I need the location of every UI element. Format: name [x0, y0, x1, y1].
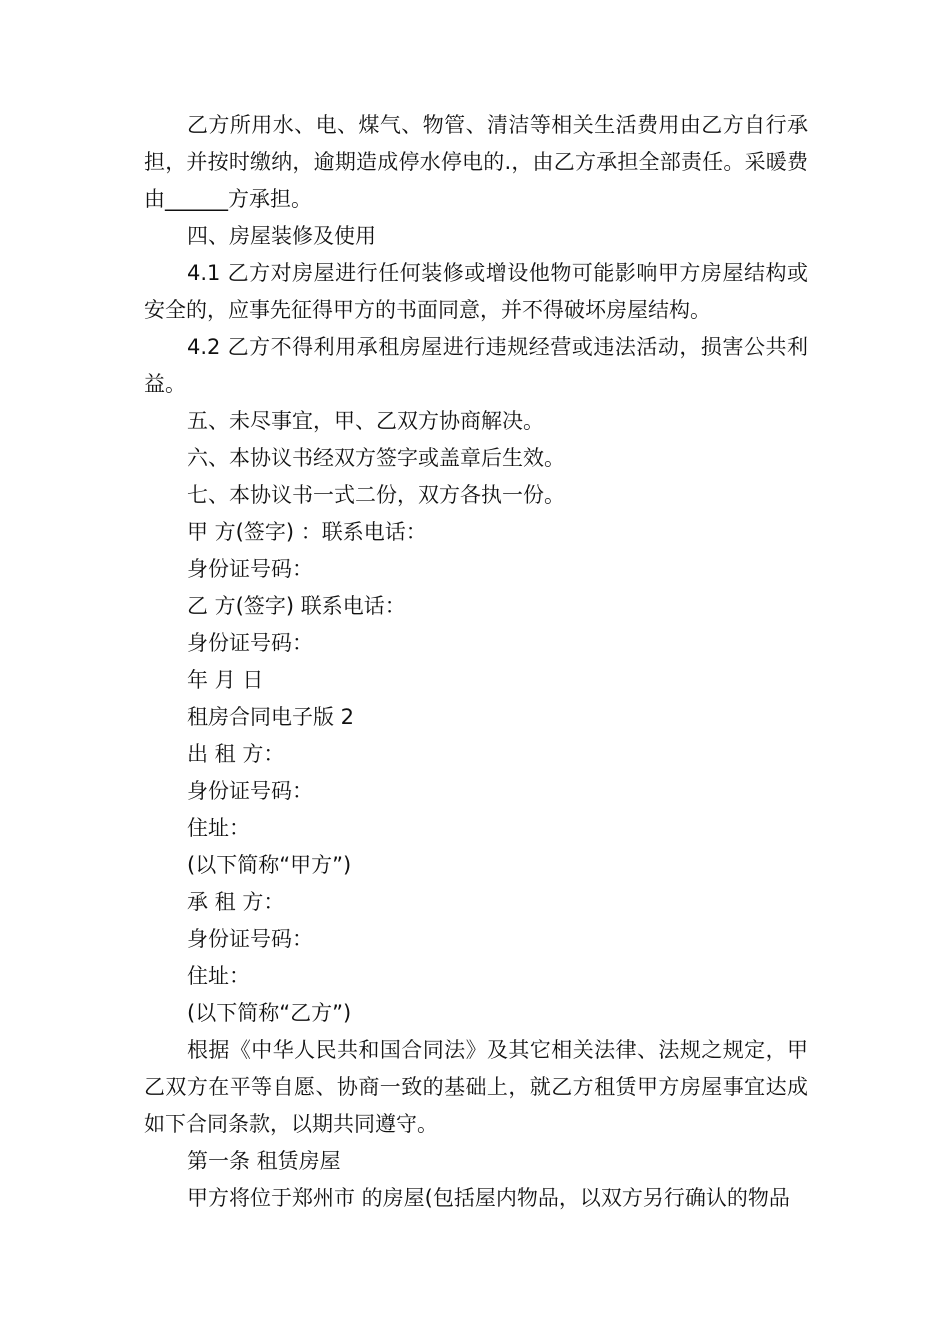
lessee-label: 承 租 方：: [187, 890, 285, 914]
lessor-id-number: 身份证号码：: [187, 779, 313, 803]
paragraph-4-1: 4.1 乙方对房屋进行任何装修或增设他物可能影响甲方房屋结构或安全的，应事先征得甲方的书面同意，并不得破坏房屋结构。: [144, 261, 808, 322]
paragraph-4-2: 4.2 乙方不得利用承租房屋进行违规经营或违法活动，损害公共利益。: [144, 335, 808, 396]
paragraph-article-1: 甲方将位于郑州市 的房屋(包括屋内物品，以双方另行确认的物品: [187, 1186, 790, 1210]
signature-party-a: 甲 方(签字) ：联系电话：: [187, 520, 427, 544]
paragraph-section-5: 五、未尽事宜，甲、乙双方协商解决。: [187, 409, 544, 433]
lessor-address: 住址：: [187, 816, 250, 840]
contract-2-title: 租房合同电子版 2: [187, 705, 355, 729]
paragraph-section-7: 七、本协议书一式二份，双方各执一份。: [187, 483, 565, 507]
paragraph-preamble: 根据《中华人民共和国合同法》及其它相关法律、法规之规定，甲乙双方在平等自愿、协商一致的基础上，就乙方租赁甲方房屋事宜达成如下合同条款，以期共同遵守。: [144, 1038, 808, 1136]
lessee-alias: (以下简称“乙方”): [187, 1001, 352, 1025]
signature-party-b: 乙 方(签字) 联系电话：: [187, 594, 406, 618]
id-number-party-a: 身份证号码：: [187, 557, 313, 581]
paragraph-utilities: 乙方所用水、电、煤气、物管、清洁等相关生活费用由乙方自行承担，并按时缴纳，逾期造成停水停电的.，由乙方承担全部责任。采暖费由______方承担。: [144, 113, 808, 211]
document-body: [144, 107, 808, 1217]
heading-section-4: 四、房屋装修及使用: [187, 224, 376, 248]
id-number-party-b: 身份证号码：: [187, 631, 313, 655]
lessor-alias: (以下简称“甲方”): [187, 853, 352, 877]
heading-article-1: 第一条 租赁房屋: [187, 1149, 341, 1173]
date-line: 年 月 日: [187, 668, 264, 692]
paragraph-section-6: 六、本协议书经双方签字或盖章后生效。: [187, 446, 565, 470]
lessee-id-number: 身份证号码：: [187, 927, 313, 951]
lessee-address: 住址：: [187, 964, 250, 988]
lessor-label: 出 租 方：: [187, 742, 285, 766]
